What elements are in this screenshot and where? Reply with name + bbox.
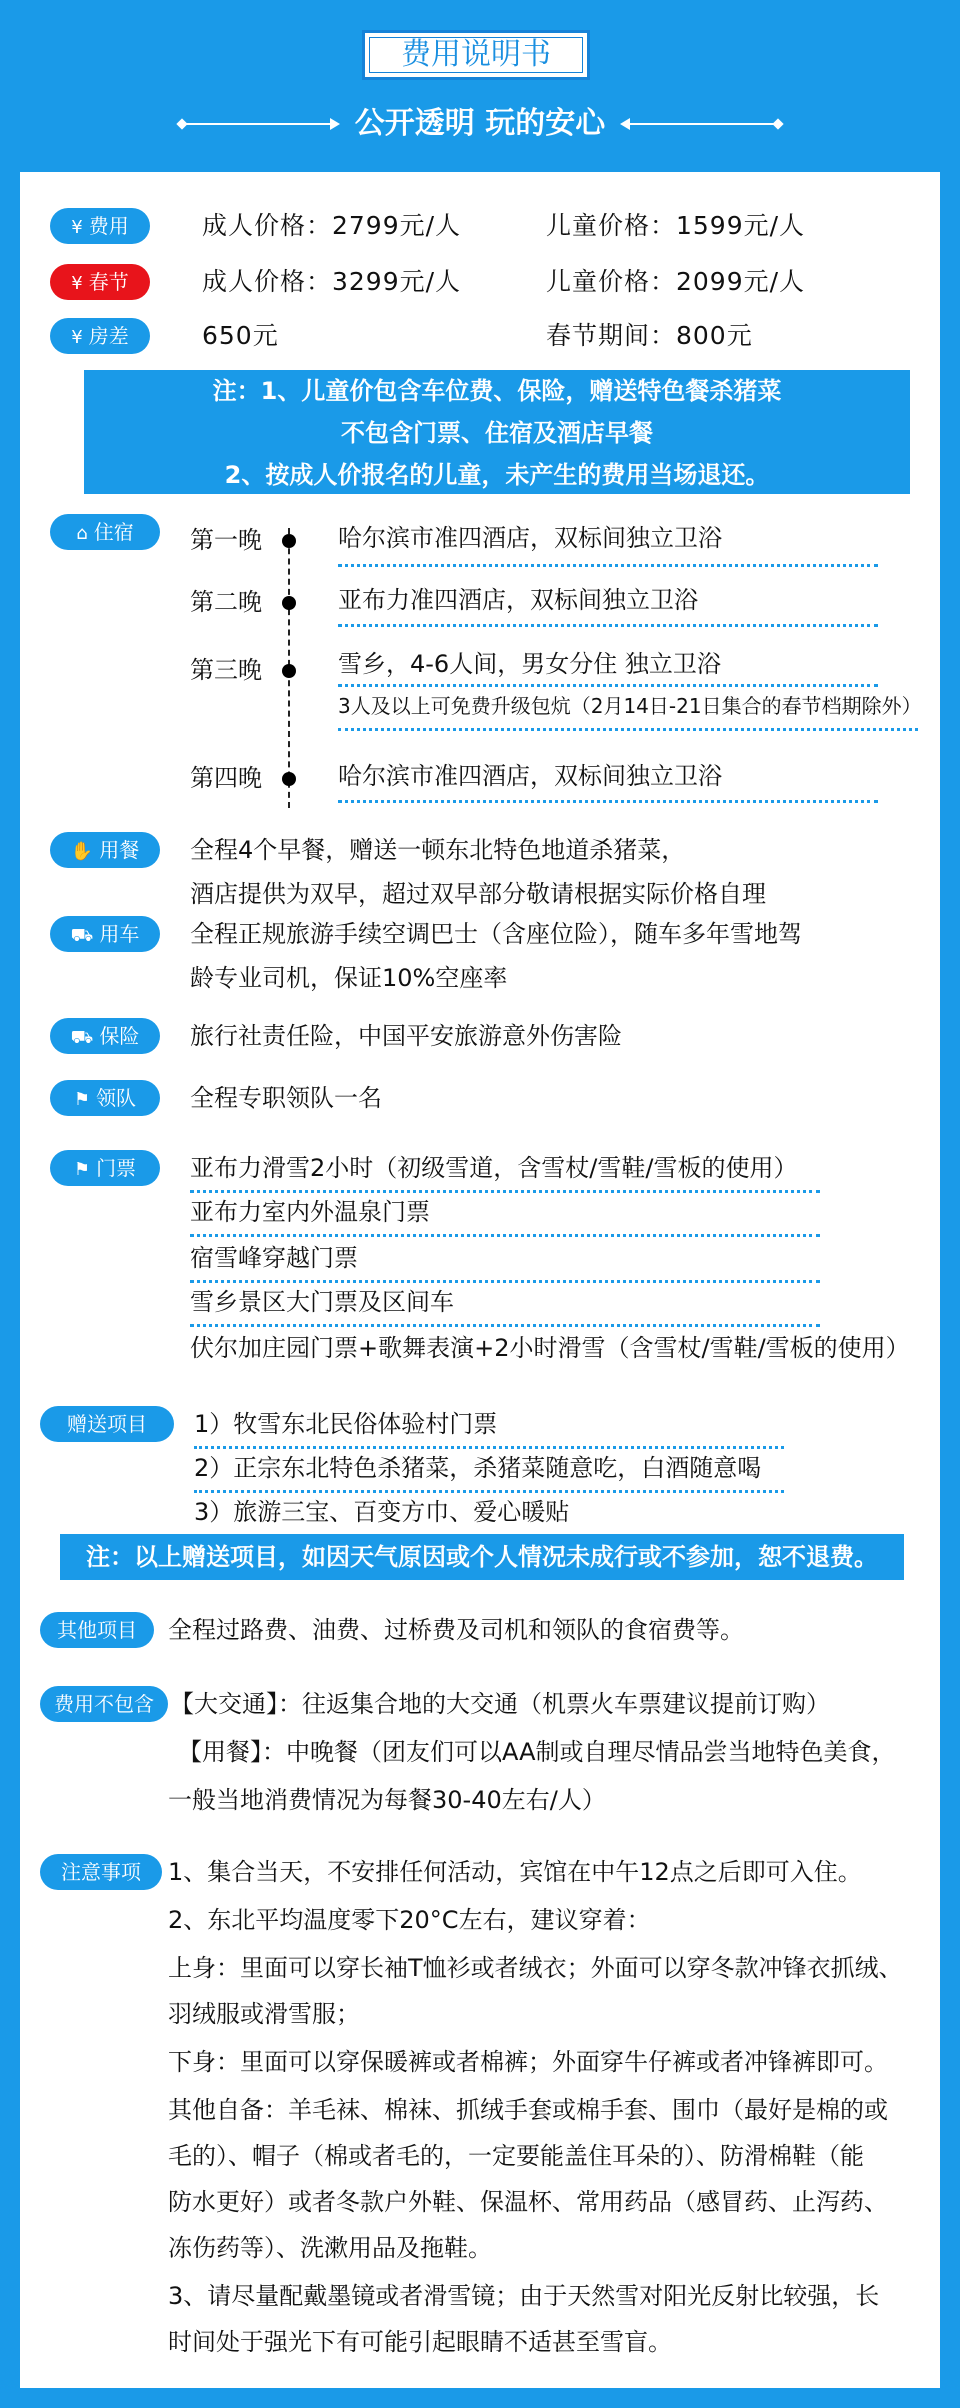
- fees-note-line: 注：1、儿童价包含车位费、保险，赠送特色餐杀猪菜: [212, 377, 782, 405]
- vehicle-line: 龄专业司机，保证10%空座率: [190, 964, 508, 992]
- car-icon: ⛟: [70, 925, 94, 946]
- notice-line: 2、东北平均温度零下20°C左右，建议穿着：: [168, 1906, 651, 1934]
- others-tag: 其他项目: [40, 1612, 154, 1648]
- gift-item: 1）牧雪东北民俗体验村门票: [194, 1410, 498, 1438]
- page-subtitle: 公开透明 玩的安心: [354, 106, 606, 141]
- meals-tag: ✋ 用餐: [50, 832, 160, 868]
- notice-line: 3、请尽量配戴墨镜或者滑雪镜；由于天然雪对阳光反射比较强，长: [168, 2282, 880, 2310]
- left-arrow-icon: [330, 118, 340, 130]
- notice-line: 1、集合当天，不安排任何活动，宾馆在中午12点之后即可入住。: [168, 1858, 862, 1886]
- ticket-item: 亚布力滑雪2小时（初级雪道，含雪杖/雪鞋/雪板的使用）: [190, 1154, 798, 1182]
- night-label: 第一晚: [190, 526, 262, 554]
- child-price: 儿童价格：1599元/人: [546, 211, 806, 240]
- meals-line: 酒店提供为双早，超过双早部分敬请根据实际价格自理: [190, 880, 766, 908]
- dotted-divider: [194, 1490, 784, 1493]
- dotted-divider: [338, 624, 878, 627]
- lodging-tag: ⌂ 住宿: [50, 514, 160, 550]
- yuan-icon: ¥: [71, 327, 83, 348]
- excluded-tag: 费用不包含: [40, 1686, 168, 1722]
- insurance-tag: ⛟ 保险: [50, 1018, 160, 1054]
- dotted-divider: [190, 1280, 820, 1283]
- yuan-icon: ¥: [71, 273, 83, 294]
- dotted-divider: [190, 1234, 820, 1237]
- content-card: [20, 172, 940, 2388]
- notice-line: 毛的）、帽子（棉或者毛的，一定要能盖住耳朵的）、防滑棉鞋（能: [168, 2142, 864, 2170]
- fees-note-line: 不包含门票、住宿及酒店早餐: [341, 419, 653, 447]
- guide-text: 全程专职领队一名: [190, 1084, 382, 1112]
- dotted-divider: [338, 564, 878, 567]
- dotted-divider: [338, 684, 878, 687]
- bottom-border: [0, 2388, 960, 2408]
- dotted-divider: [190, 1324, 820, 1327]
- night-label: 第三晚: [190, 656, 262, 684]
- fees-note-line: 2、按成人价报名的儿童，未产生的费用当场退还。: [224, 461, 770, 489]
- others-text: 全程过路费、油费、过桥费及司机和领队的食宿费等。: [168, 1616, 744, 1644]
- notice-line: 防水更好）或者冬款户外鞋、保温杯、常用药品（感冒药、止泻药、: [168, 2188, 888, 2216]
- room-diff: 650元: [202, 321, 279, 350]
- excluded-line: 【用餐】：中晚餐（团友们可以AA制或自理尽情品尝当地特色美食，: [178, 1738, 896, 1766]
- dotted-divider: [338, 800, 878, 803]
- gift-item: 3）旅游三宝、百变方巾、爱心暖贴: [194, 1498, 570, 1526]
- notice-line: 羽绒服或滑雪服；: [168, 2000, 360, 2028]
- right-diamond-icon: [772, 118, 783, 129]
- hand-icon: ✋: [70, 841, 94, 862]
- vehicle-line: 全程正规旅游手续空调巴士（含座位险），随车多年雪地驾: [190, 920, 802, 948]
- gift-item: 2）正宗东北特色杀猪菜，杀猪菜随意吃，白酒随意喝: [194, 1454, 762, 1482]
- timeline-dot: [282, 772, 296, 786]
- gifts-note: 注：以上赠送项目，如因天气原因或个人情况未成行或不参加，恕不退费。: [60, 1534, 904, 1580]
- title-inner-border: [369, 37, 583, 73]
- notice-line: 下身：里面可以穿保暖裤或者棉裤；外面穿牛仔裤或者冲锋裤即可。: [168, 2048, 888, 2076]
- ticket-item: 雪乡景区大门票及区间车: [190, 1288, 454, 1316]
- fee-tag: ¥ 费用: [50, 208, 150, 244]
- home-icon: ⌂: [76, 523, 88, 544]
- dotted-divider: [190, 1190, 820, 1193]
- adult-price: 成人价格：2799元/人: [202, 211, 462, 240]
- flag-icon: ⚑: [73, 1159, 91, 1180]
- night-text: 雪乡，4-6人间，男女分住 独立卫浴: [338, 650, 721, 678]
- night-label: 第二晚: [190, 588, 262, 616]
- spring-tag: ¥ 春节: [50, 264, 150, 300]
- dotted-divider: [194, 1446, 784, 1449]
- right-divider: [630, 123, 780, 125]
- spring-period: 春节期间：800元: [546, 321, 753, 350]
- ticket-item: 伏尔加庄园门票+歌舞表演+2小时滑雪（含雪杖/雪鞋/雪板的使用）: [190, 1334, 910, 1362]
- excluded-line: 【大交通】：往返集合地的大交通（机票火车票建议提前订购）: [170, 1690, 830, 1718]
- page-title-box: [362, 30, 590, 80]
- guide-tag: ⚑ 领队: [50, 1080, 160, 1116]
- excluded-line: 一般当地消费情况为每餐30-40左右/人）: [168, 1786, 606, 1814]
- notice-line: 上身：里面可以穿长袖T恤衫或者绒衣；外面可以穿冬款冲锋衣抓绒、: [168, 1954, 903, 1982]
- room-tag: ¥ 房差: [50, 318, 150, 354]
- spring-adult-price: 成人价格：3299元/人: [202, 267, 462, 296]
- page-title: 费用说明书: [401, 37, 551, 72]
- timeline-dot: [282, 596, 296, 610]
- meals-line: 全程4个早餐，赠送一顿东北特色地道杀猪菜，: [190, 836, 686, 864]
- timeline-dot: [282, 664, 296, 678]
- tickets-tag: ⚑ 门票: [50, 1150, 160, 1186]
- vehicle-tag: ⛟ 用车: [50, 916, 160, 952]
- right-arrow-icon: [620, 118, 630, 130]
- left-divider: [180, 123, 330, 125]
- night-label: 第四晚: [190, 764, 262, 792]
- subtitle-row: [180, 104, 780, 144]
- fees-note: [84, 370, 910, 494]
- notice-line: 时间处于强光下有可能引起眼睛不适甚至雪盲。: [168, 2328, 672, 2356]
- spring-child-price: 儿童价格：2099元/人: [546, 267, 806, 296]
- ticket-item: 亚布力室内外温泉门票: [190, 1198, 430, 1226]
- night-text: 亚布力准四酒店，双标间独立卫浴: [338, 586, 698, 614]
- insurance-text: 旅行社责任险，中国平安旅游意外伤害险: [190, 1022, 622, 1050]
- gifts-tag: 赠送项目: [40, 1406, 174, 1442]
- notice-line: 冻伤药等）、洗漱用品及拖鞋。: [168, 2234, 492, 2262]
- timeline-dot: [282, 534, 296, 548]
- ticket-item: 宿雪峰穿越门票: [190, 1244, 358, 1272]
- notice-tag: 注意事项: [40, 1854, 162, 1890]
- notice-line: 其他自备：羊毛袜、棉袜、抓绒手套或棉手套、围巾（最好是棉的或: [168, 2096, 888, 2124]
- night-text: 哈尔滨市准四酒店，双标间独立卫浴: [338, 524, 722, 552]
- night-extra: 3人及以上可免费升级包炕（2月14日-21日集合的春节档期除外）: [338, 694, 922, 718]
- dotted-divider: [338, 728, 918, 731]
- yuan-icon: ¥: [71, 217, 83, 238]
- flag-icon: ⚑: [73, 1089, 91, 1110]
- night-text: 哈尔滨市准四酒店，双标间独立卫浴: [338, 762, 722, 790]
- car-icon: ⛟: [70, 1027, 94, 1048]
